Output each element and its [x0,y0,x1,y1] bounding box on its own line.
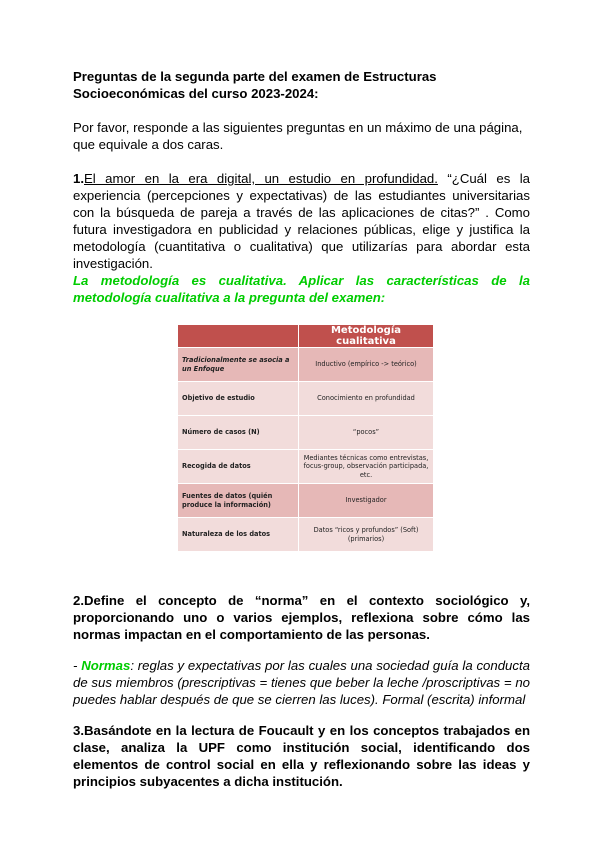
table-row [178,416,434,450]
table-row [178,348,434,382]
table-row [178,484,434,518]
answer-dash: - [73,658,82,673]
normas-keyword: Normas [81,658,131,673]
row-value: Inductivo (empírico -> teórico) [299,348,434,382]
row-label: Fuentes de datos (quién produce la información) [178,484,299,518]
question-1-number: 1. [73,171,84,186]
question-2-answer [73,657,530,708]
normas-definition: : reglas y expectativas por las cuales una sociedad guía la conducta de sus miembros (prescriptivas = tienes que beber la leche /proscriptivas = no puedes hablar después de que se cierren las luces). Formal (escrita) informal [73,658,530,707]
table-row [178,450,434,484]
row-value: “pocos” [299,416,434,450]
row-value: Datos “ricos y profundos” (Soft) (primarios) [299,518,434,552]
question-1-answer: La metodología es cualitativa. Aplicar las características de la metodología cualitativa a la pregunta del examen: [73,273,530,305]
table-header: Metodología cualitativa [299,325,434,348]
methodology-table-image [177,324,434,552]
row-label: Recogida de datos [178,450,299,484]
document-title: Preguntas de la segunda parte del examen de Estructuras Socioeconómicas del curso 2023-2024: [73,69,437,101]
row-label: Objetivo de estudio [178,382,299,416]
row-label: Tradicionalmente se asocia a un Enfoque [178,348,299,382]
row-value: Conocimiento en profundidad [299,382,434,416]
row-label: Naturaleza de los datos [178,518,299,552]
row-value: Mediantes técnicas como entrevistas, focus-group, observación participada, etc. [299,450,434,484]
table-row [178,518,434,552]
question-3: 3.Basándote en la lectura de Foucault y en los conceptos trabajados en clase, analiza la UPF como institución social, identificando dos elementos de control social en ella y reflexionando sobre las ideas y principios subyacentes a dicha institución. [73,723,530,789]
table-row [178,382,434,416]
question-2: 2.Define el concepto de “norma” en el contexto sociológico y, proporcionando uno o varios ejemplos, reflexiona sobre cómo las normas impactan en el comportamiento de las personas. [73,593,530,642]
question-1 [73,170,530,272]
row-label: Número de casos (N) [178,416,299,450]
question-1-text: “¿Cuál es la experiencia (percepciones y expectativas) de las estudiantes universitarias con la búsqueda de pareja a través de las aplicaciones de citas?” . Como futura investigadora en publicidad y relaciones públicas, elige y justifica la metodología (cuantitativa o cualitativa) que utilizarías para abordar esta investigación. [73,171,530,271]
row-value: Investigador [299,484,434,518]
table-corner [178,325,299,348]
methodology-table [177,324,434,552]
document-page [73,68,530,790]
question-1-topic: El amor en la era digital, un estudio en profundidad. [84,171,438,186]
intro-paragraph: Por favor, responde a las siguientes preguntas en un máximo de una página, que equivale a dos caras. [73,120,523,152]
